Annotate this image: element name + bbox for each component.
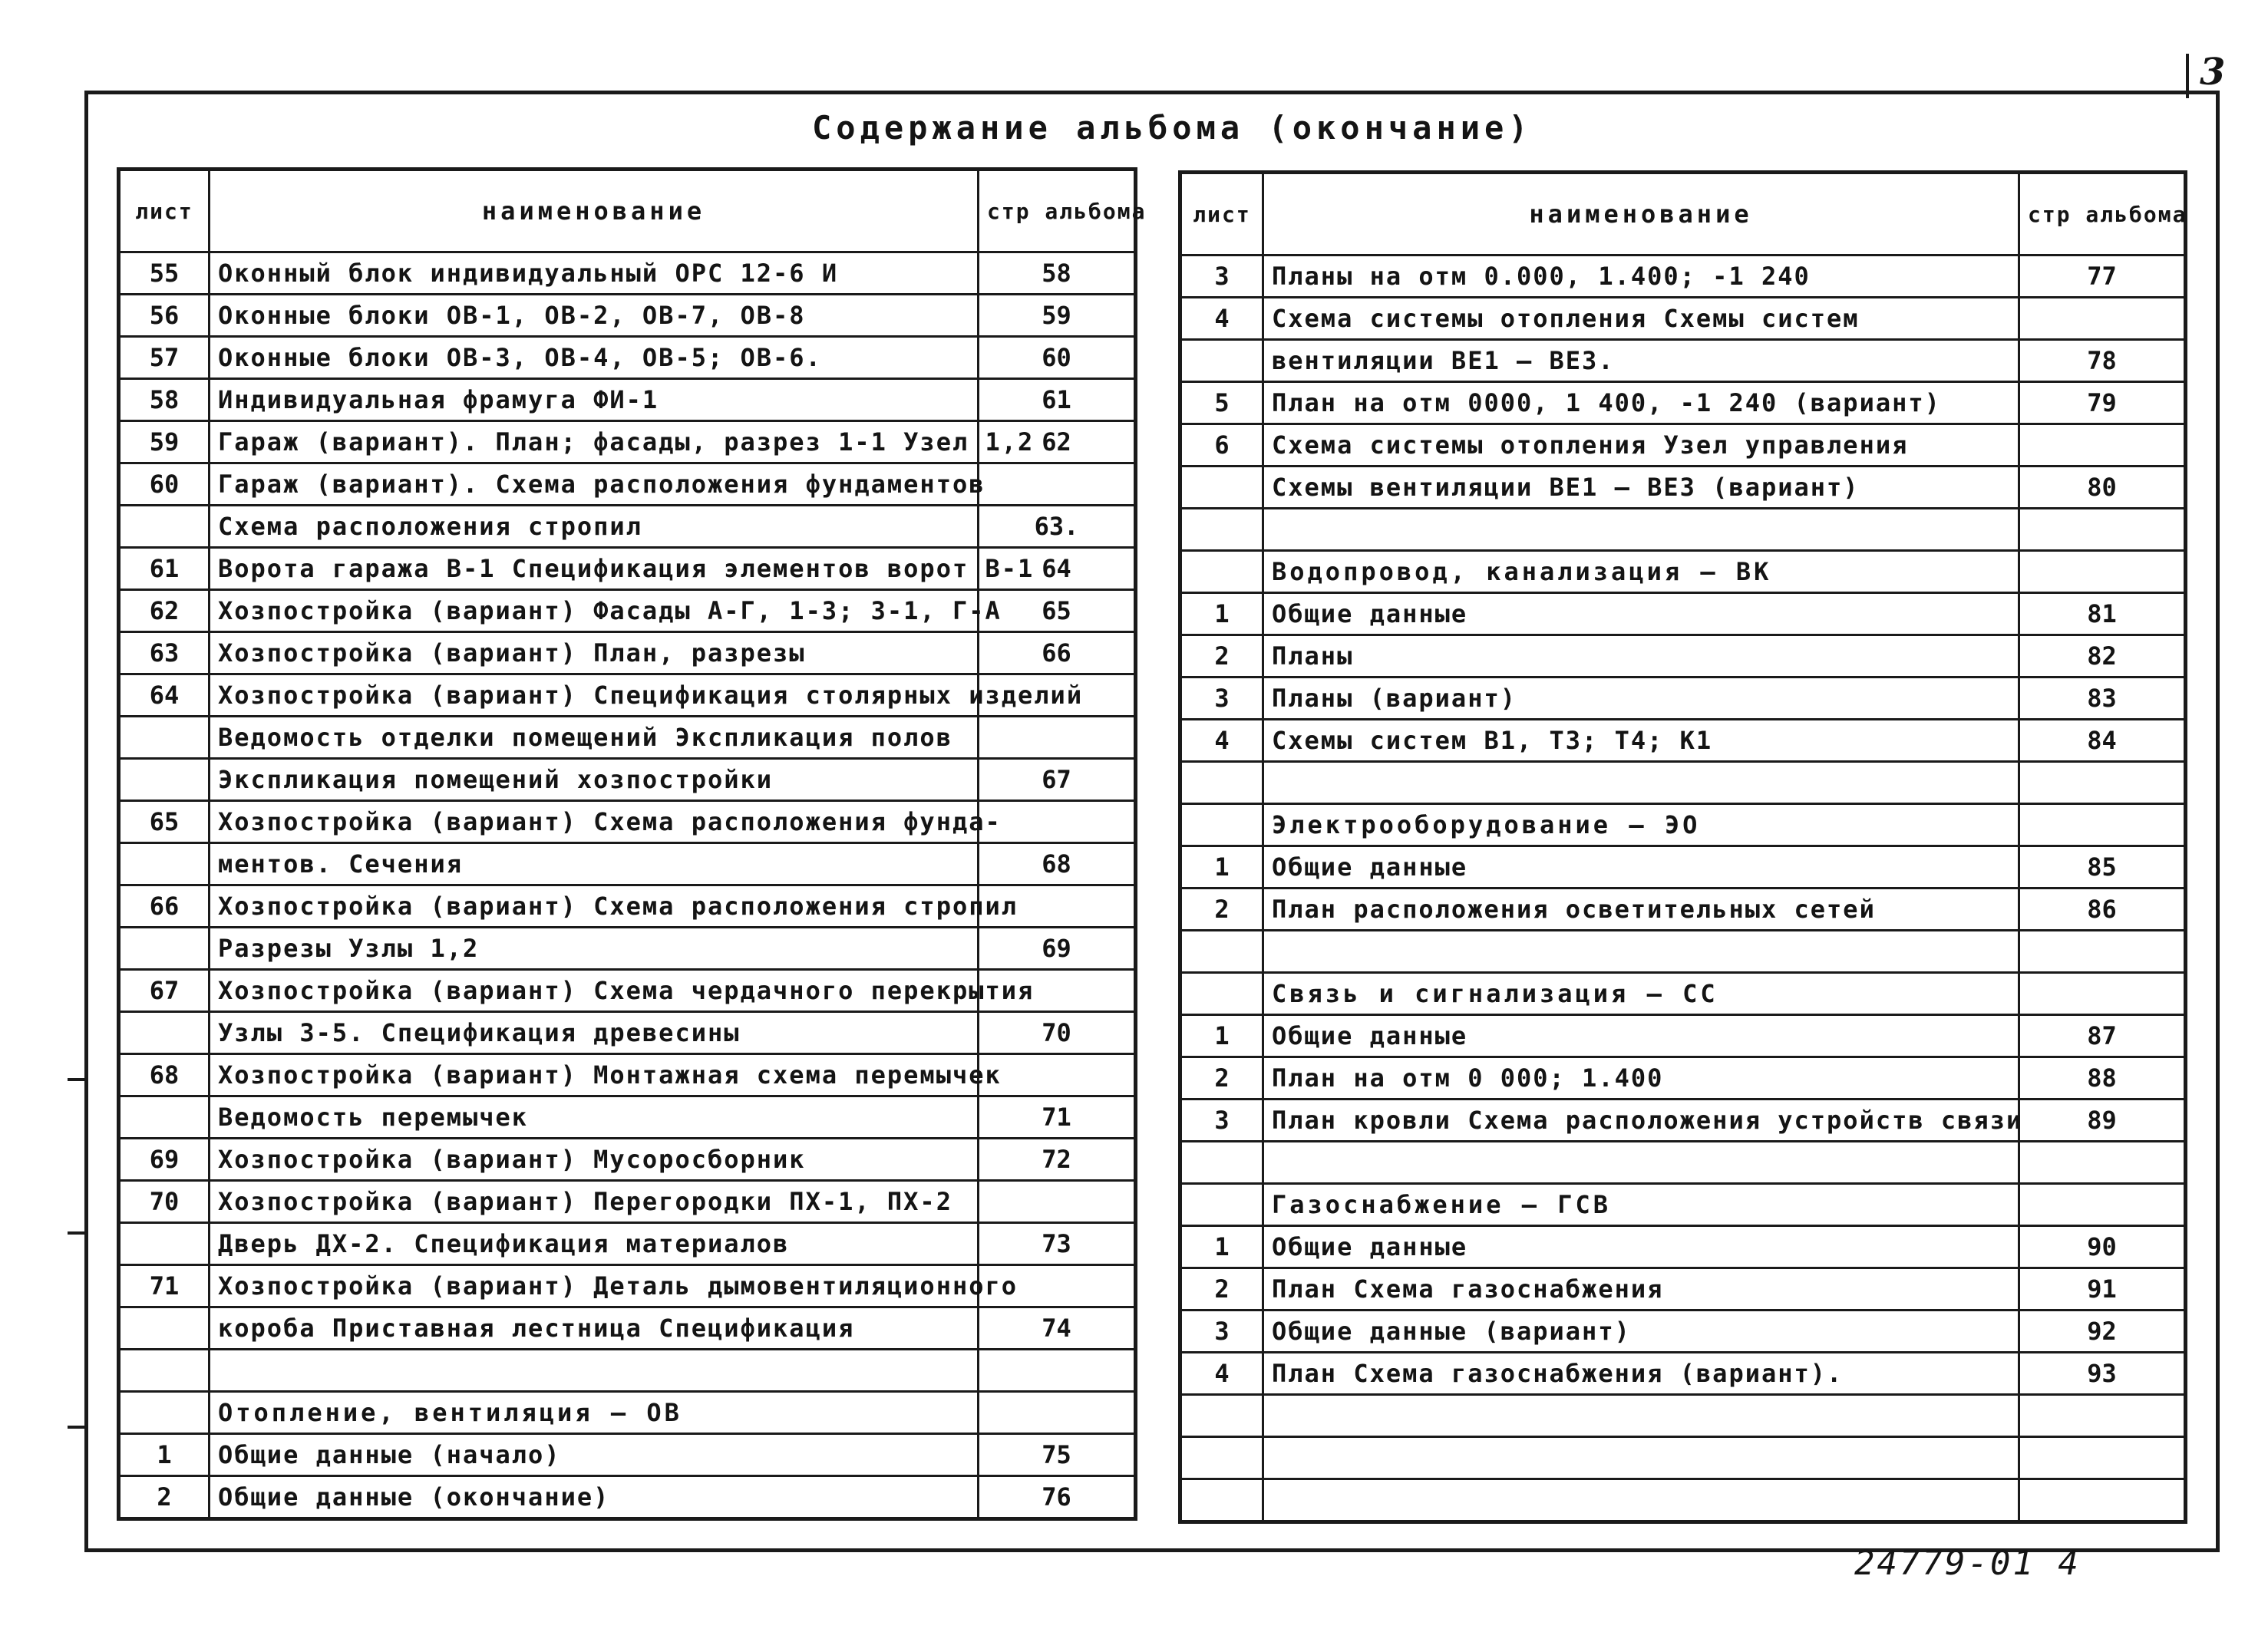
item-name-cell: План Схема газоснабжения [1263, 1268, 2019, 1311]
sheet-number-cell [119, 1307, 210, 1350]
page-number-cell: 88 [2019, 1057, 2186, 1100]
sheet-number-cell [1180, 1395, 1263, 1437]
sheet-number-cell: 3 [1180, 678, 1263, 720]
page-number-cell [2019, 931, 2186, 973]
sheet-number-cell [119, 1392, 210, 1434]
item-name-cell: План кровли Схема расположения устройств связи [1263, 1100, 2019, 1142]
item-name-cell: Оконные блоки ОВ-1, ОВ-2, ОВ-7, ОВ-8 [210, 295, 979, 337]
page-number-cell: 58 [979, 252, 1136, 295]
item-name-cell: План на отм 0000, 1 400, -1 240 (вариант) [1263, 382, 2019, 424]
page-number-cell: 66 [979, 632, 1136, 674]
item-name-cell: Дверь ДХ-2. Спецификация материалов [210, 1223, 979, 1265]
item-name-cell [1263, 1142, 2019, 1184]
sheet-number-cell [1180, 340, 1263, 382]
section-row [1180, 804, 2186, 846]
item-name-cell: Планы [1263, 635, 2019, 678]
page-number-cell: 73 [979, 1223, 1136, 1265]
sheet-number-cell: 2 [1180, 889, 1263, 931]
page-number-cell: 83 [2019, 678, 2186, 720]
table-row [1180, 1057, 2186, 1100]
sheet-number-cell [1180, 551, 1263, 593]
page-number-cell [2019, 509, 2186, 551]
sheet-number-cell: 2 [1180, 1268, 1263, 1311]
page-number-cell [2019, 1184, 2186, 1226]
page-number-cell: 64 [979, 548, 1136, 590]
page-number-cell [979, 1181, 1136, 1223]
section-row [1180, 551, 2186, 593]
sheet-number-cell [119, 717, 210, 759]
item-name-cell: Схемы вентиляции ВЕ1 — ВЕ3 (вариант) [1263, 467, 2019, 509]
table-row [1180, 1353, 2186, 1395]
page-number-cell [2019, 1142, 2186, 1184]
table-row [119, 590, 1136, 632]
table-row [1180, 1226, 2186, 1268]
sheet-number-cell: 63 [119, 632, 210, 674]
table-row [1180, 467, 2186, 509]
item-name-cell: Хозпостройка (вариант) Деталь дымовентиляционного [210, 1265, 979, 1307]
item-name-cell: Отопление, вентиляция — ОВ [210, 1392, 979, 1434]
table-row [119, 632, 1136, 674]
sheet-number-cell: 65 [119, 801, 210, 843]
page-number-cell: 89 [2019, 1100, 2186, 1142]
page-number-cell [2019, 762, 2186, 804]
sheet-number-cell [119, 759, 210, 801]
sheet-number-cell [119, 1350, 210, 1392]
sheet-number-cell: 66 [119, 885, 210, 928]
item-name-cell: Схема системы отопления Узел управления [1263, 424, 2019, 467]
sheet-number-cell [1180, 467, 1263, 509]
sheet-number-cell [1180, 973, 1263, 1015]
item-name-cell: короба Приставная лестница Спецификация [210, 1307, 979, 1350]
item-name-cell: Ведомость перемычек [210, 1096, 979, 1139]
page-number-cell: 67 [979, 759, 1136, 801]
table-row [1180, 1479, 2186, 1522]
table-row [119, 885, 1136, 928]
page-number-cell [2019, 1479, 2186, 1522]
page-number-cell: 65 [979, 590, 1136, 632]
page-number-cell: 86 [2019, 889, 2186, 931]
table-row [119, 463, 1136, 506]
section-row [1180, 1184, 2186, 1226]
header-page: стр альбома [2019, 173, 2186, 256]
sheet-number-cell: 57 [119, 337, 210, 379]
table-row [119, 421, 1136, 463]
page-number-cell: 87 [2019, 1015, 2186, 1057]
table-row [119, 1350, 1136, 1392]
page-number-cell: 69 [979, 928, 1136, 970]
sheet-number-cell [1180, 1184, 1263, 1226]
item-name-cell: Схема расположения стропил [210, 506, 979, 548]
page-number-cell: 93 [2019, 1353, 2186, 1395]
sheet-number-cell: 4 [1180, 720, 1263, 762]
page-number-cell: 81 [2019, 593, 2186, 635]
table-row [1180, 340, 2186, 382]
page-number-cell [2019, 804, 2186, 846]
sheet-number-cell: 64 [119, 674, 210, 717]
sheet-number-cell: 69 [119, 1139, 210, 1181]
sheet-number-cell: 62 [119, 590, 210, 632]
item-name-cell: Общие данные [1263, 593, 2019, 635]
page-number-cell: 62 [979, 421, 1136, 463]
sheet-number-cell: 3 [1180, 1100, 1263, 1142]
item-name-cell: Водопровод, канализация — ВК [1263, 551, 2019, 593]
header-name: наименование [210, 170, 979, 252]
item-name-cell: Узлы 3-5. Спецификация древесины [210, 1012, 979, 1054]
header-name: наименование [1263, 173, 2019, 256]
item-name-cell: Хозпостройка (вариант) Монтажная схема перемычек [210, 1054, 979, 1096]
table-row [119, 1181, 1136, 1223]
page-number-cell: 84 [2019, 720, 2186, 762]
table-row [1180, 762, 2186, 804]
page-number-cell [2019, 1395, 2186, 1437]
section-row [1180, 973, 2186, 1015]
sheet-number-cell [1180, 509, 1263, 551]
item-name-cell: План Схема газоснабжения (вариант). [1263, 1353, 2019, 1395]
sheet-number-cell [1180, 1437, 1263, 1479]
contents-table-left [117, 167, 1147, 1521]
page-number-cell [2019, 298, 2186, 340]
item-name-cell: Индивидуальная фрамуга ФИ-1 [210, 379, 979, 421]
item-name-cell [1263, 1479, 2019, 1522]
page-number-cell: 79 [2019, 382, 2186, 424]
table-row [119, 337, 1136, 379]
item-name-cell: Планы на отм 0.000, 1.400; -1 240 [1263, 256, 2019, 298]
table-row [119, 1223, 1136, 1265]
item-name-cell: ментов. Сечения [210, 843, 979, 885]
table-row [1180, 382, 2186, 424]
table-row [1180, 1015, 2186, 1057]
table-row [1180, 1437, 2186, 1479]
sheet-number-cell [119, 506, 210, 548]
table-row [119, 674, 1136, 717]
sheet-number-cell: 67 [119, 970, 210, 1012]
table-row [119, 1054, 1136, 1096]
item-name-cell: Экспликация помещений хозпостройки [210, 759, 979, 801]
page-number-cell [979, 801, 1136, 843]
sheet-number: 3 [2200, 51, 2226, 94]
item-name-cell: Оконные блоки ОВ-3, ОВ-4, ОВ-5; ОВ-6. [210, 337, 979, 379]
item-name-cell: Ведомость отделки помещений Экспликация полов [210, 717, 979, 759]
table-row [119, 1096, 1136, 1139]
table-row [119, 843, 1136, 885]
sheet-number-cell: 60 [119, 463, 210, 506]
sheet-number-cell [1180, 1479, 1263, 1522]
item-name-cell: Хозпостройка (вариант) План, разрезы [210, 632, 979, 674]
page-number-cell: 59 [979, 295, 1136, 337]
page-number-cell: 77 [2019, 256, 2186, 298]
item-name-cell: Общие данные (начало) [210, 1434, 979, 1476]
item-name-cell: Разрезы Узлы 1,2 [210, 928, 979, 970]
item-name-cell [1263, 1395, 2019, 1437]
page-number-cell: 71 [979, 1096, 1136, 1139]
item-name-cell: Общие данные (вариант) [1263, 1311, 2019, 1353]
table-row [1180, 1142, 2186, 1184]
item-name-cell: Газоснабжение — ГСВ [1263, 1184, 2019, 1226]
item-name-cell: Общие данные [1263, 1226, 2019, 1268]
sheet-number-cell [1180, 762, 1263, 804]
page-number-cell: 90 [2019, 1226, 2186, 1268]
table-row [1180, 424, 2186, 467]
table-row [1180, 846, 2186, 889]
item-name-cell: Хозпостройка (вариант) Перегородки ПХ-1, ПХ-2 [210, 1181, 979, 1223]
sheet-number-cell: 4 [1180, 1353, 1263, 1395]
sheet-number-cell: 3 [1180, 256, 1263, 298]
sheet-number-cell [119, 1223, 210, 1265]
item-name-cell: Хозпостройка (вариант) Мусоросборник [210, 1139, 979, 1181]
header-sheet: лист [119, 170, 210, 252]
page-number-cell: 92 [2019, 1311, 2186, 1353]
table-row [119, 801, 1136, 843]
table-row [1180, 635, 2186, 678]
item-name-cell [1263, 509, 2019, 551]
page-number-cell: 91 [2019, 1268, 2186, 1311]
sheet-number-cell: 1 [1180, 1226, 1263, 1268]
table-header-row [119, 170, 1136, 252]
item-name-cell: Хозпостройка (вариант) Схема чердачного перекрытия [210, 970, 979, 1012]
item-name-cell: План на отм 0 000; 1.400 [1263, 1057, 2019, 1100]
sheet-number-cell [119, 1012, 210, 1054]
table-row [1180, 678, 2186, 720]
header-sheet: лист [1180, 173, 1263, 256]
item-name-cell: Гараж (вариант). Схема расположения фундаментов [210, 463, 979, 506]
document-code: 24779-01 4 [1854, 1544, 2081, 1583]
header-page: стр альбома [979, 170, 1136, 252]
page-number-cell [979, 463, 1136, 506]
sheet-number-cell [119, 843, 210, 885]
table-row [119, 1434, 1136, 1476]
section-row [119, 1392, 1136, 1434]
table-row [119, 928, 1136, 970]
page-number-cell: 85 [2019, 846, 2186, 889]
item-name-cell: План расположения осветительных сетей [1263, 889, 2019, 931]
sheet-number-cell: 1 [1180, 593, 1263, 635]
item-name-cell: Схемы систем В1, Т3; Т4; К1 [1263, 720, 2019, 762]
item-name-cell: Схема системы отопления Схемы систем [1263, 298, 2019, 340]
page-number-cell: 68 [979, 843, 1136, 885]
sheet-number-cell: 1 [1180, 846, 1263, 889]
table-row [1180, 889, 2186, 931]
binding-mark [68, 1078, 84, 1081]
sheet-number-cell: 5 [1180, 382, 1263, 424]
table-header-row [1180, 173, 2186, 256]
table-row [119, 1139, 1136, 1181]
page-number-cell: 74 [979, 1307, 1136, 1350]
table-row [119, 717, 1136, 759]
item-name-cell: Электрооборудование — ЭО [1263, 804, 2019, 846]
sheet-number-cell: 2 [1180, 635, 1263, 678]
page-number-cell [979, 717, 1136, 759]
table-row [119, 379, 1136, 421]
sheet-number-cell: 61 [119, 548, 210, 590]
sheet-number-cell: 71 [119, 1265, 210, 1307]
sheet-number-cell [119, 1096, 210, 1139]
item-name-cell [210, 1350, 979, 1392]
item-name-cell: Хозпостройка (вариант) Спецификация столярных изделий [210, 674, 979, 717]
page-number-cell: 63. [979, 506, 1136, 548]
sheet-number-cell: 6 [1180, 424, 1263, 467]
contents-table-right [1178, 170, 2187, 1524]
page-number-cell: 61 [979, 379, 1136, 421]
sheet-number-cell: 3 [1180, 1311, 1263, 1353]
page-number-cell [2019, 973, 2186, 1015]
page-number-cell: 60 [979, 337, 1136, 379]
table-row [1180, 593, 2186, 635]
item-name-cell: Ворота гаража В-1 Спецификация элементов ворот В-1 [210, 548, 979, 590]
item-name-cell: вентиляции ВЕ1 — ВЕ3. [1263, 340, 2019, 382]
table-row [119, 295, 1136, 337]
page-number-cell [979, 1054, 1136, 1096]
table-row [1180, 298, 2186, 340]
page-number-cell [979, 1392, 1136, 1434]
binding-mark [68, 1231, 84, 1235]
album-title: Содержание альбома (окончание) [812, 109, 1533, 147]
sheet-number-cell: 70 [119, 1181, 210, 1223]
item-name-cell: Общие данные (окончание) [210, 1476, 979, 1519]
table-row [1180, 720, 2186, 762]
table-row [119, 506, 1136, 548]
page-number-cell [979, 1350, 1136, 1392]
table-row [119, 252, 1136, 295]
sheet-number-cell [119, 928, 210, 970]
item-name-cell: Хозпостройка (вариант) Схема расположения фунда- [210, 801, 979, 843]
sheet-number-cell: 55 [119, 252, 210, 295]
table-row [119, 1265, 1136, 1307]
sheet-number-cell [1180, 804, 1263, 846]
sheet-number-cell [1180, 1142, 1263, 1184]
table-row [119, 1012, 1136, 1054]
table-row [1180, 1268, 2186, 1311]
table-row [119, 759, 1136, 801]
sheet-number-cell: 56 [119, 295, 210, 337]
item-name-cell [1263, 1437, 2019, 1479]
sheet-number-cell: 2 [1180, 1057, 1263, 1100]
table-row [1180, 1311, 2186, 1353]
table-row [1180, 931, 2186, 973]
page-number-cell: 70 [979, 1012, 1136, 1054]
table-row [1180, 1100, 2186, 1142]
page-number-cell: 82 [2019, 635, 2186, 678]
table-row [119, 548, 1136, 590]
page-number-cell: 76 [979, 1476, 1136, 1519]
sheet-number-cell: 1 [1180, 1015, 1263, 1057]
item-name-cell [1263, 931, 2019, 973]
page-number-cell [2019, 1437, 2186, 1479]
table-row [119, 970, 1136, 1012]
table-row [119, 1476, 1136, 1519]
sheet-number-cell: 4 [1180, 298, 1263, 340]
page-number-cell [2019, 551, 2186, 593]
sheet-number-cell: 2 [119, 1476, 210, 1519]
page-number-cell [2019, 424, 2186, 467]
item-name-cell: Планы (вариант) [1263, 678, 2019, 720]
item-name-cell [1263, 762, 2019, 804]
sheet-number-cell: 1 [119, 1434, 210, 1476]
page-number-cell: 72 [979, 1139, 1136, 1181]
table-row [1180, 1395, 2186, 1437]
item-name-cell: Хозпостройка (вариант) Схема расположения стропил [210, 885, 979, 928]
table-row [1180, 509, 2186, 551]
sheet-number-cell: 59 [119, 421, 210, 463]
item-name-cell: Оконный блок индивидуальный ОРС 12-6 И [210, 252, 979, 295]
sheet-number-cell [1180, 931, 1263, 973]
sheet-number-cell: 68 [119, 1054, 210, 1096]
item-name-cell: Общие данные [1263, 846, 2019, 889]
page-number-cell: 80 [2019, 467, 2186, 509]
item-name-cell: Общие данные [1263, 1015, 2019, 1057]
page-number-cell: 78 [2019, 340, 2186, 382]
item-name-cell: Связь и сигнализация — СС [1263, 973, 2019, 1015]
table-row [119, 1307, 1136, 1350]
sheet-number-cell: 58 [119, 379, 210, 421]
item-name-cell: Гараж (вариант). План; фасады, разрез 1-1 Узел 1,2 [210, 421, 979, 463]
title-block-tick [2186, 54, 2189, 98]
page-number-cell: 75 [979, 1434, 1136, 1476]
binding-mark [68, 1426, 84, 1429]
item-name-cell: Хозпостройка (вариант) Фасады А-Г, 1-3; 3-1, Г-А [210, 590, 979, 632]
table-row [1180, 256, 2186, 298]
